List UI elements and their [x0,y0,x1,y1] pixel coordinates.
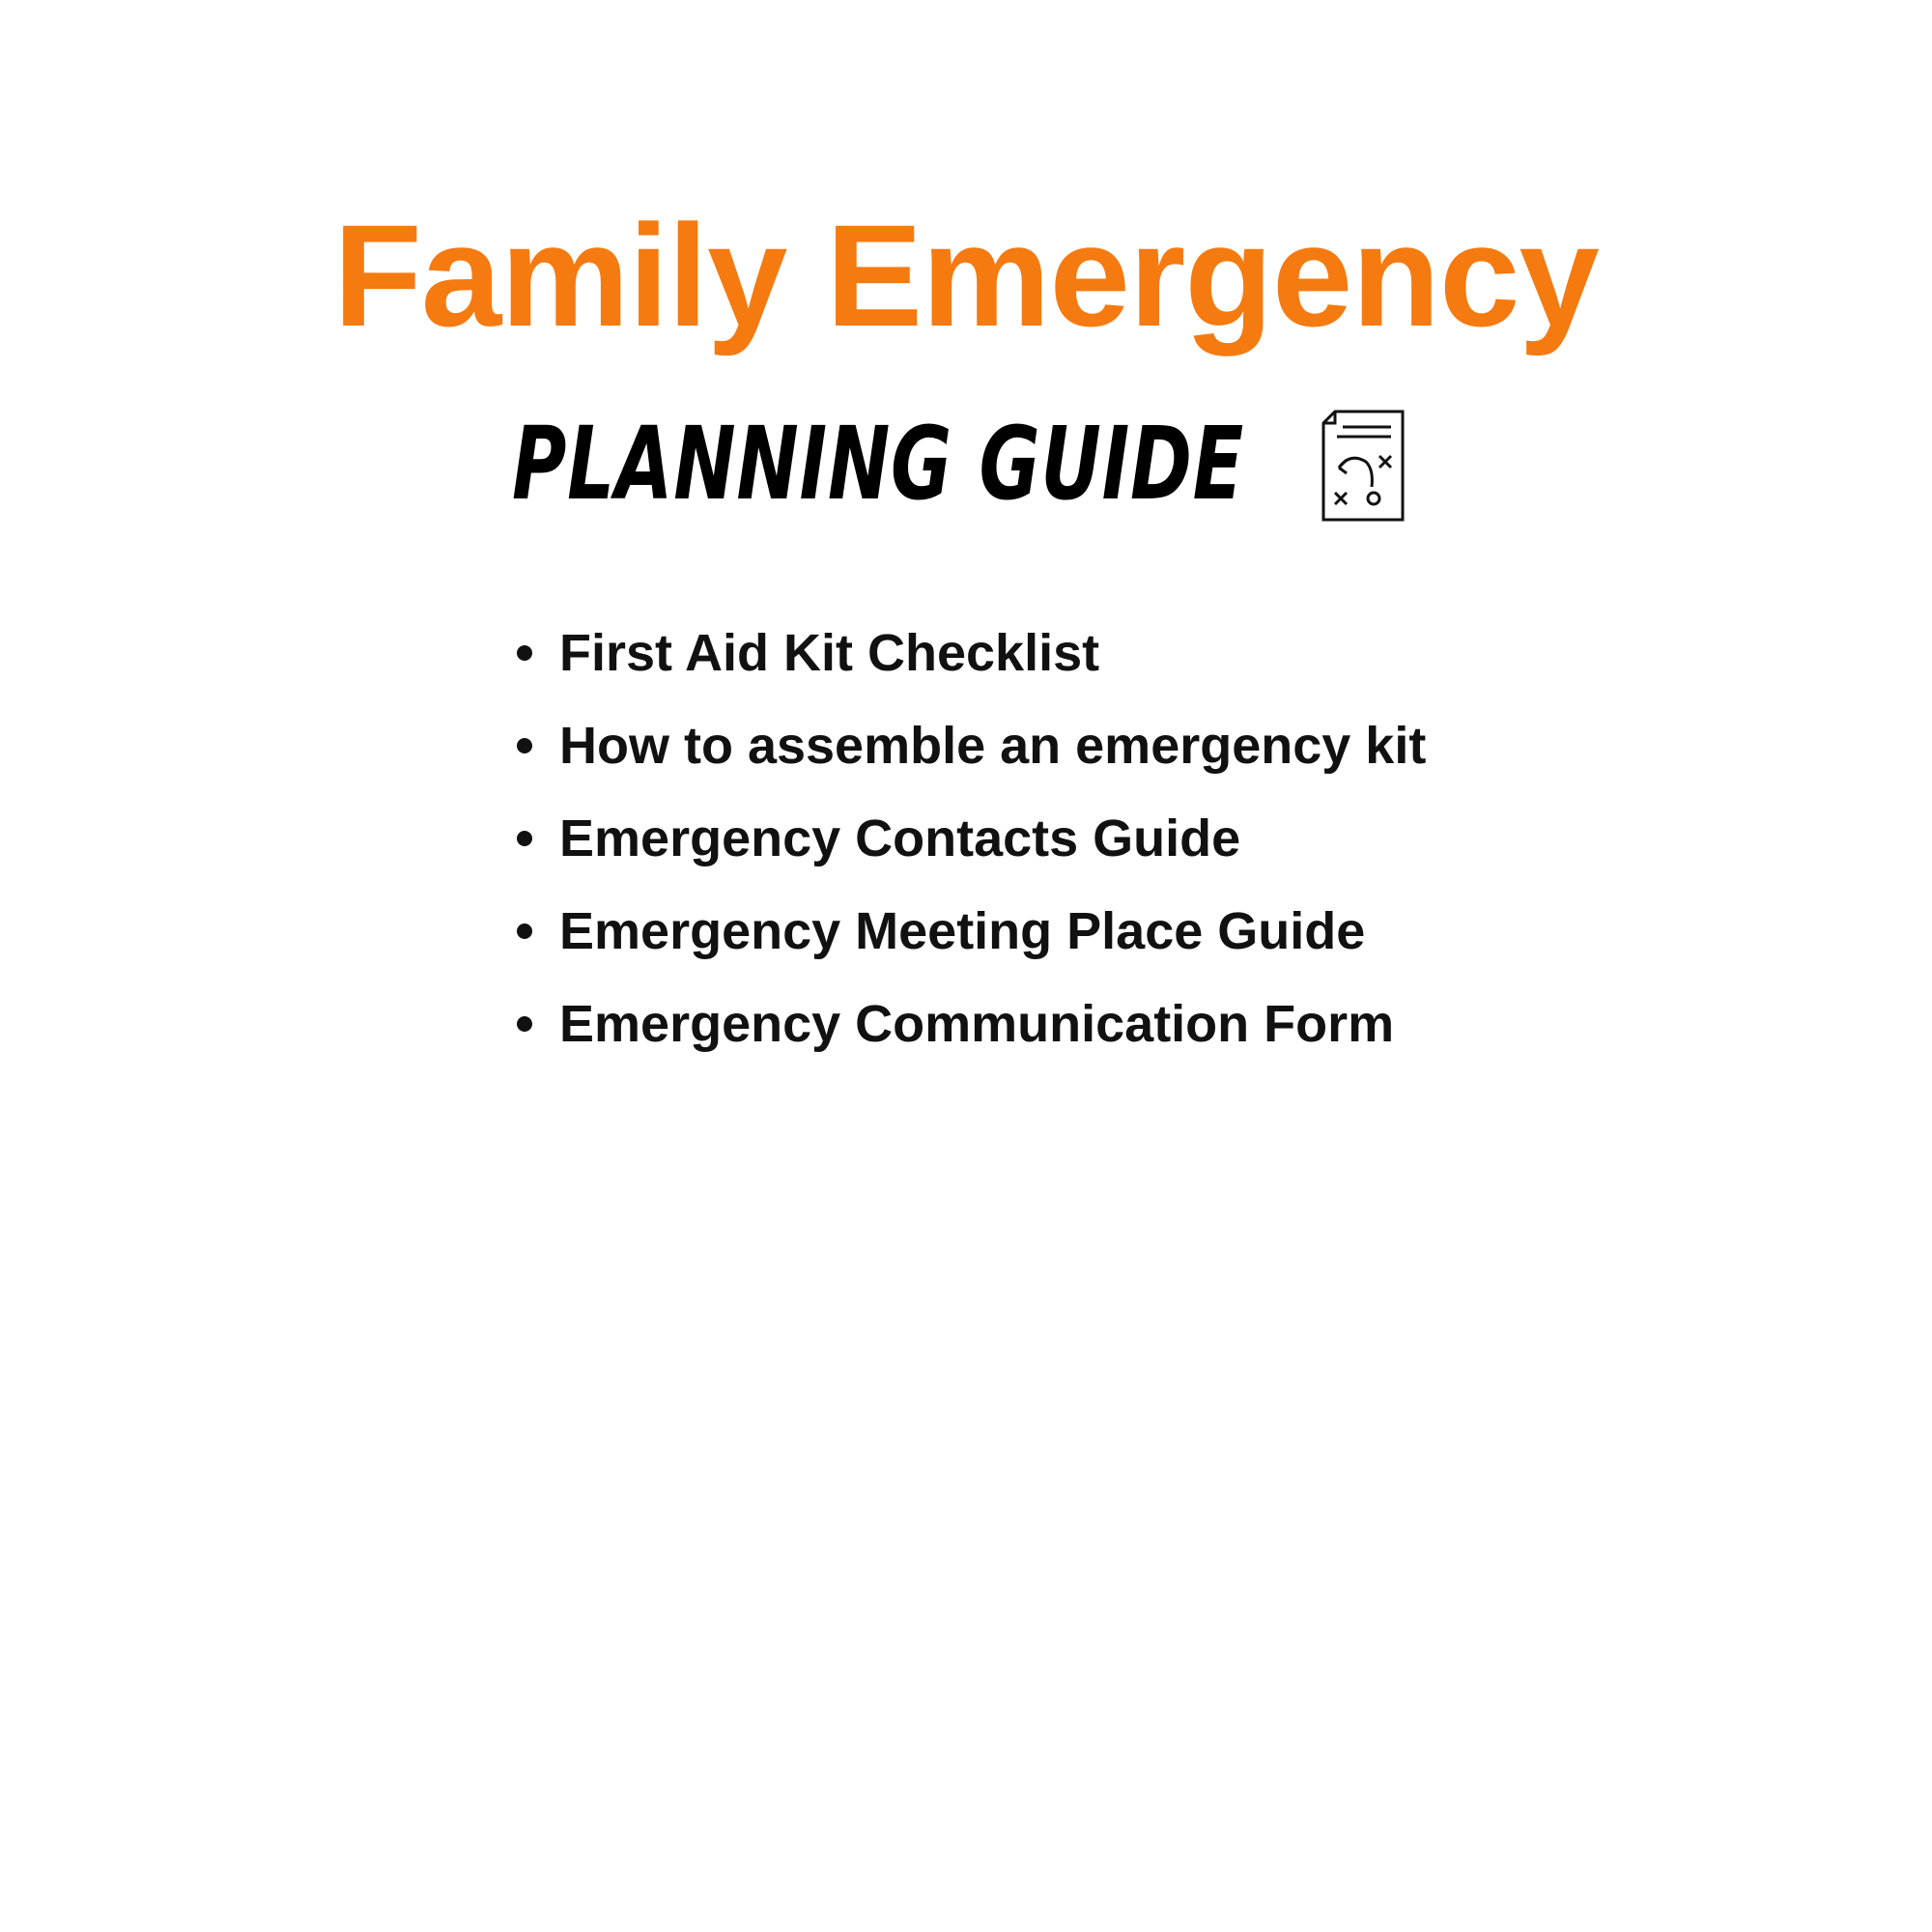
bullet-icon [517,1016,532,1032]
bullet-icon [517,923,532,939]
list-item-label: Emergency Communication Form [559,995,1395,1053]
page-title: Family Emergency [333,194,1599,356]
bullet-icon [517,645,532,661]
list-item [517,978,1426,1070]
list-item [517,792,1426,885]
list-item-label: How to assemble an emergency kit [559,717,1427,775]
list-item-label: First Aid Kit Checklist [559,624,1100,682]
list-item-label: Emergency Contacts Guide [559,810,1241,867]
bullet-icon [517,831,532,846]
list-item-label: Emergency Meeting Place Guide [559,902,1366,960]
bullet-icon [517,738,532,753]
contents-list [517,607,1426,1070]
list-item [517,607,1426,699]
list-item [517,699,1426,792]
list-item [517,885,1426,978]
page-subtitle: PLANNING GUIDE [512,405,1244,523]
strategy-document-icon [1321,410,1405,522]
subtitle-row [512,406,1275,522]
